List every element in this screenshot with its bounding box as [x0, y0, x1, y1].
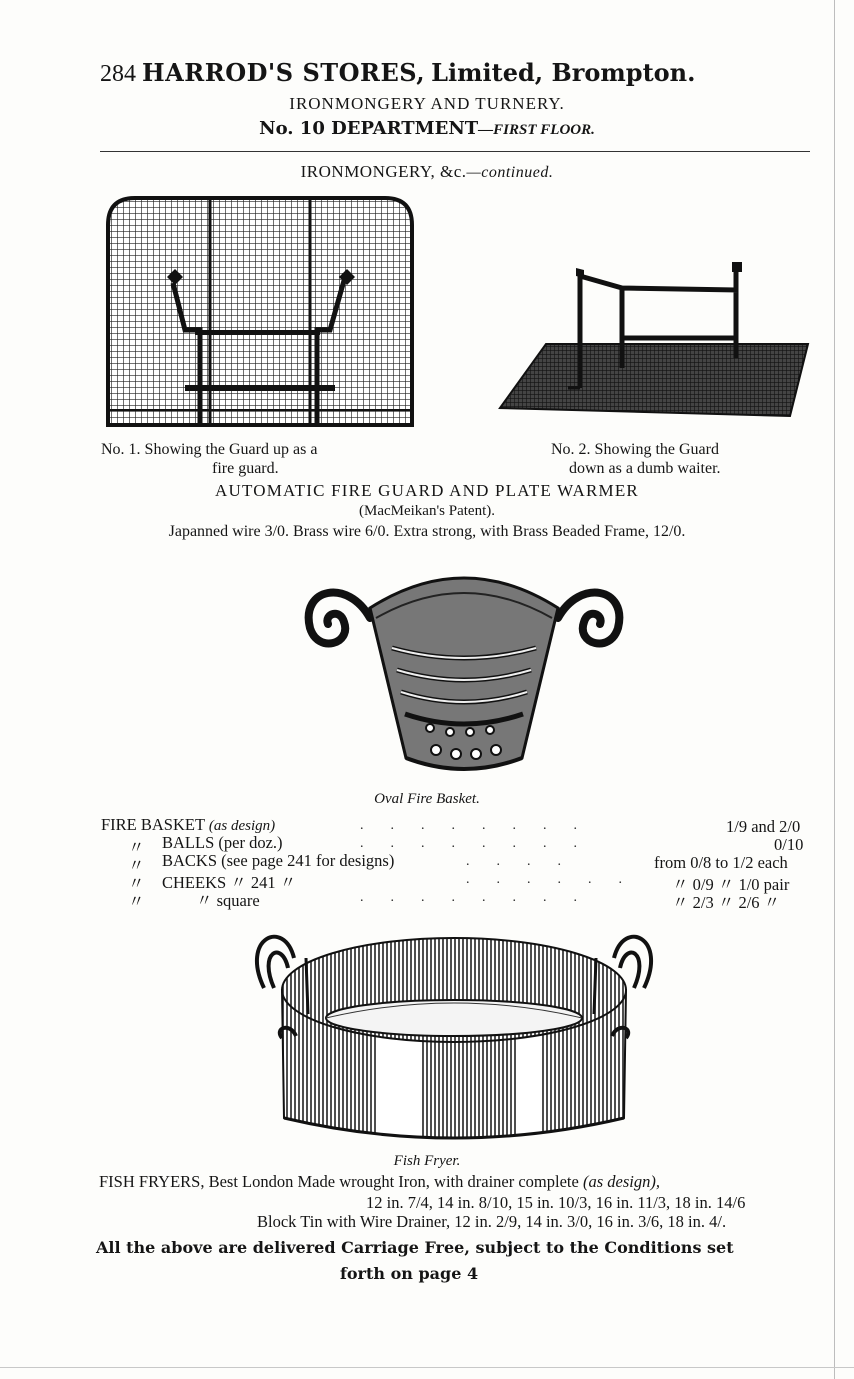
fire-guard-patent: (MacMeikan's Patent).	[359, 503, 495, 519]
page-edge-bottom	[0, 1367, 854, 1368]
fire-guard-prices: Japanned wire 3/0. Brass wire 6/0. Extra strong, with Brass Beaded Frame, 12/0.	[168, 523, 686, 540]
header-rule	[100, 151, 810, 152]
price-row-backs: BACKS (see page 241 for designs)	[162, 851, 395, 870]
ditto-mark: 〃	[128, 874, 145, 893]
page-number: 284	[100, 61, 136, 87]
leader-dots: ......	[466, 872, 649, 887]
fryer-line-3: Block Tin with Wire Drainer, 12 in. 2/9, 14 in. 3/0, 16 in. 3/6, 18 in. 4/.	[257, 1212, 727, 1231]
price-balls: 0/10	[774, 835, 804, 854]
price-row-note: (as design)	[208, 818, 276, 834]
department-line	[0, 118, 854, 139]
fryer-caption: Fish Fryer.	[393, 1153, 461, 1169]
footer-line-2: forth on page 4	[340, 1264, 479, 1283]
price-cheeks: 〃 0/9 〃 1/0 pair	[672, 875, 790, 894]
page-edge	[834, 0, 835, 1379]
continued-heading	[0, 162, 854, 182]
ditto-mark: 〃	[128, 838, 145, 857]
leader-dots: ........	[360, 890, 604, 905]
guard-caption-1-cont: fire guard.	[212, 460, 279, 477]
leader-dots: ........	[360, 836, 604, 851]
firm-name-rest: Limited, Brompton.	[431, 58, 696, 87]
price-cheeks-square: 〃 2/3 〃 2/6 〃	[672, 893, 781, 912]
firm-name: HARROD'S STORES,	[142, 58, 426, 87]
fire-guard-title: AUTOMATIC FIRE GUARD AND PLATE WARMER	[215, 481, 639, 500]
ditto-mark: 〃	[128, 856, 145, 875]
basket-caption: Oval Fire Basket.	[374, 791, 480, 807]
price-backs: from 0/8 to 1/2 each	[654, 853, 788, 872]
department-floor: —FIRST FLOOR.	[478, 122, 595, 138]
department-name: No. 10 DEPARTMENT	[259, 118, 479, 139]
page-header	[100, 58, 695, 88]
guard-caption-2: No. 2. Showing the Guard	[551, 441, 719, 458]
price-row-label: FIRE BASKET	[101, 815, 205, 834]
leader-dots: ........	[360, 818, 604, 833]
fryer-line-1	[99, 1172, 660, 1191]
price-row-cheeks: CHEEKS 〃 241 〃	[162, 873, 297, 892]
section-heading: IRONMONGERY AND TURNERY.	[289, 94, 565, 113]
fire-guard-up-illustration	[105, 195, 415, 427]
fryer-line-1-text: FISH FRYERS, Best London Made wrought Iron, with drainer complete	[99, 1172, 579, 1191]
ditto-mark: 〃	[128, 892, 145, 911]
price-row-fire-basket	[101, 815, 275, 835]
fish-fryer-illustration	[246, 918, 662, 1148]
leader-dots: ....	[466, 854, 588, 869]
continued-heading-text: IRONMONGERY, &c.	[300, 162, 467, 181]
price-row-cheeks-square: 〃 square	[196, 891, 260, 910]
footer-line-1: All the above are delivered Carriage Free, subject to the Conditions set	[96, 1238, 734, 1257]
guard-caption-1: No. 1. Showing the Guard up as a	[101, 441, 318, 458]
fryer-line-1-italic: (as design),	[582, 1172, 660, 1191]
fryer-line-2: 12 in. 7/4, 14 in. 8/10, 15 in. 10/3, 16 in. 11/3, 18 in. 14/6	[366, 1193, 746, 1212]
price-row-balls: BALLS (per doz.)	[162, 833, 283, 852]
price-fire-basket: 1/9 and 2/0	[726, 817, 801, 836]
guard-caption-2-cont: down as a dumb waiter.	[569, 460, 721, 477]
continued-heading-suffix: —continued.	[466, 164, 554, 181]
fire-basket-illustration	[300, 558, 628, 780]
fire-guard-down-illustration	[498, 258, 810, 420]
